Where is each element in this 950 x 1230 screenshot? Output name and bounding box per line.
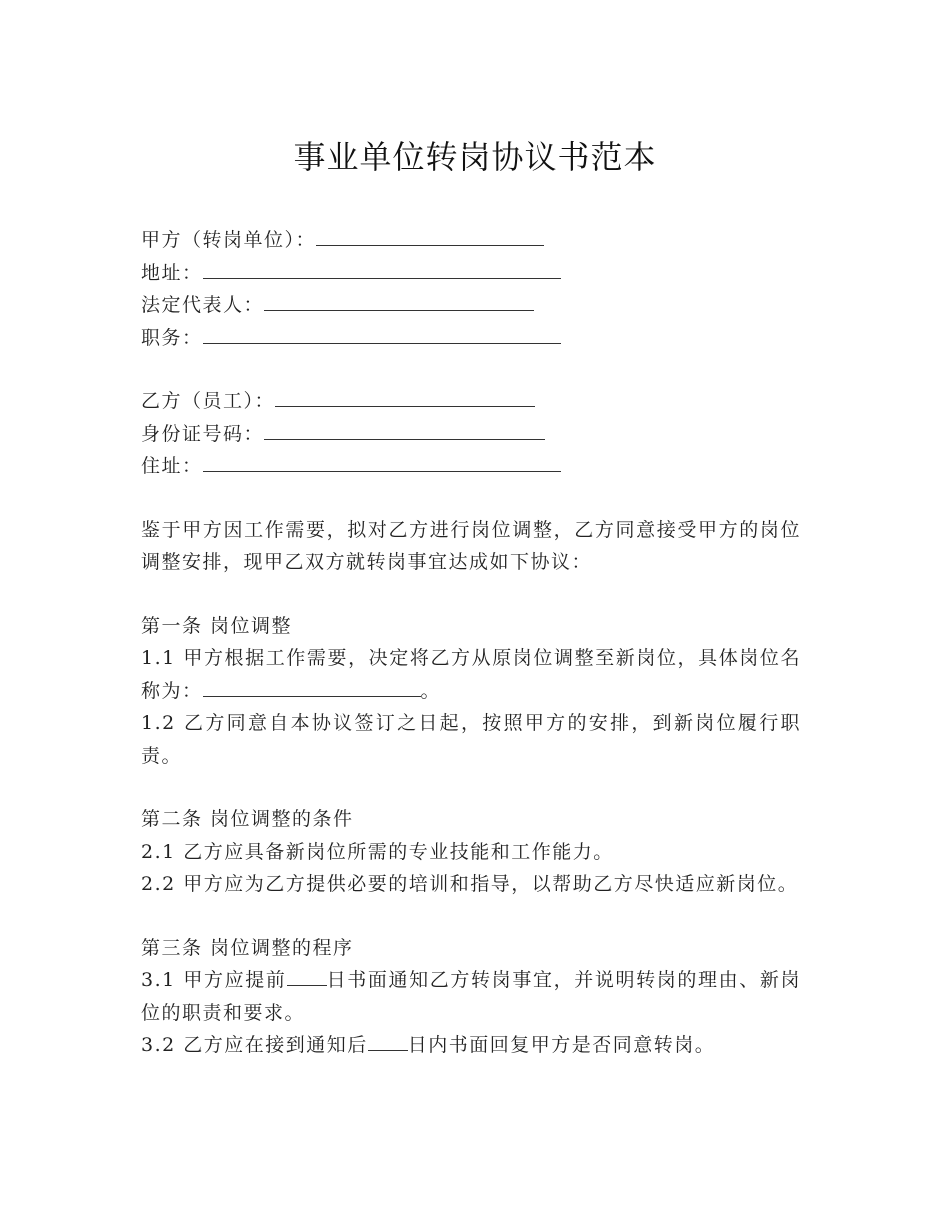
clause-3-2 [141, 1029, 801, 1062]
spacer [141, 901, 801, 932]
notice-days-blank [287, 966, 327, 986]
clause-1-1-end: 。 [420, 679, 442, 702]
document-body [141, 224, 801, 1062]
party-a-position-line [141, 322, 801, 355]
clause-3-1 [141, 964, 801, 1029]
party-a-representative-blank [264, 291, 534, 311]
clause-3-1-text: 3.1 甲方应提前 [141, 969, 287, 991]
party-b-id-label: 身份证号码： [141, 422, 265, 445]
clause-3-1-rest: 日书面通知乙方转岗事宜，并说明转岗的理由、新岗位的职责和要求。 [141, 969, 801, 1024]
spacer [141, 483, 801, 514]
party-a-representative-label: 法定代表人： [141, 294, 265, 316]
new-post-name-blank [203, 677, 421, 697]
spacer [141, 354, 801, 385]
clause-2-2: 2.2 甲方应为乙方提供必要的培训和指导，以帮助乙方尽快适应新岗位。 [141, 873, 799, 895]
preamble-paragraph: 鉴于甲方因工作需要，拟对乙方进行岗位调整，乙方同意接受甲方的岗位调整安排，现甲乙双方就转岗事宜达成如下协议： [141, 518, 801, 573]
clause-1-1-text: 1.1 甲方根据工作需要，决定将乙方从原岗位调整至新岗位，具体岗位名称为： [141, 647, 801, 702]
clause-1-1 [141, 642, 801, 707]
party-a-position-label: 职务： [141, 326, 203, 349]
spacer [141, 772, 801, 803]
party-b-id-blank [264, 420, 545, 440]
article-3-heading: 第三条 岗位调整的程序 [141, 936, 354, 959]
party-a-address-blank [203, 259, 561, 279]
party-b-address-blank [203, 452, 561, 472]
party-b-address-label: 住址： [141, 455, 203, 477]
clause-3-2-text: 3.2 乙方应在接到通知后 [141, 1034, 368, 1056]
article-1-heading: 第一条 岗位调整 [141, 614, 293, 637]
party-a-address-label: 地址： [141, 261, 203, 284]
party-b-name-label: 乙方（员工）： [141, 390, 276, 412]
party-a-name-label: 甲方（转岗单位）： [141, 229, 317, 251]
party-a-representative-line [141, 289, 801, 322]
party-a-name-line [141, 224, 801, 257]
reply-days-blank [368, 1031, 408, 1051]
article-2-heading: 第二条 岗位调整的条件 [141, 808, 354, 830]
clause-2-1: 2.1 乙方应具备新岗位所需的专业技能和工作能力。 [141, 840, 614, 863]
clause-1-2: 1.2 乙方同意自本协议签订之日起，按照甲方的安排，到新岗位履行职责。 [141, 712, 801, 767]
party-a-name-blank [316, 226, 544, 246]
party-b-address-line [141, 450, 801, 483]
spacer [141, 579, 801, 610]
document-title: 事业单位转岗协议书范本 [293, 138, 657, 176]
party-a-address-line [141, 257, 801, 290]
party-a-position-blank [203, 324, 561, 344]
party-b-name-blank [275, 387, 535, 407]
party-b-id-line [141, 418, 801, 451]
clause-3-2-rest: 日内书面回复甲方是否同意转岗。 [407, 1034, 716, 1056]
party-b-name-line [141, 385, 801, 418]
